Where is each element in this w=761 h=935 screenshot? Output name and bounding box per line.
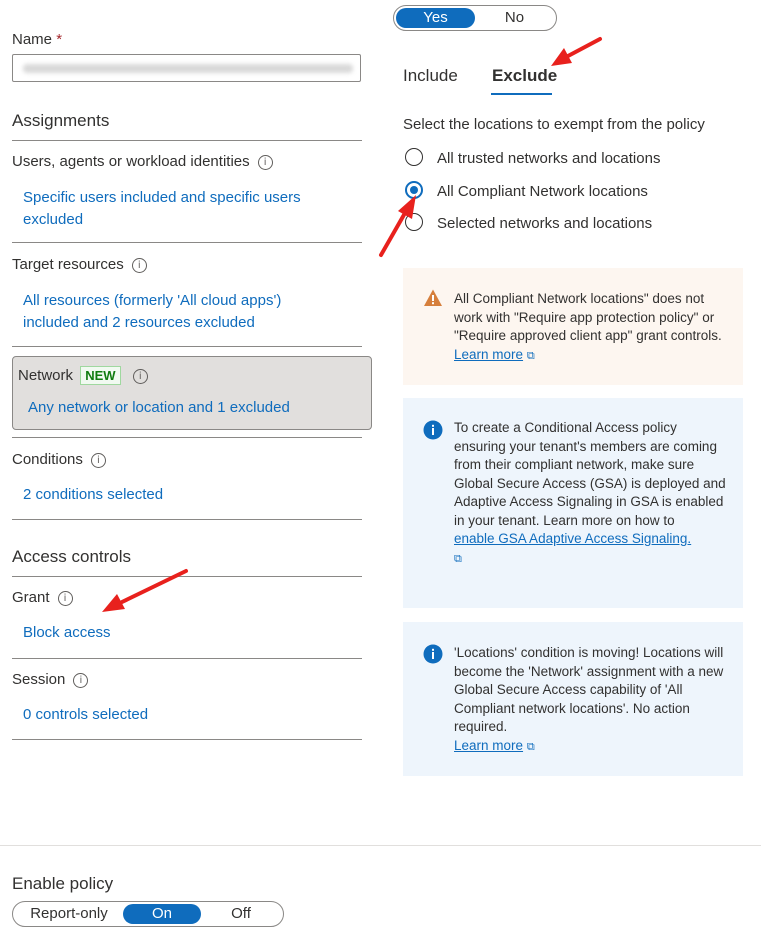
option-label-trusted[interactable]: All trusted networks and locations	[437, 150, 661, 167]
toggle-yes[interactable]: Yes	[396, 8, 475, 28]
external-link-icon: ⧉	[454, 552, 462, 565]
toggle-no[interactable]: No	[504, 9, 525, 26]
warning-text: All Compliant Network locations" does not work with "Require app protection policy" or "Require approved client app" grant controls.	[454, 291, 722, 343]
enable-policy-label: Enable policy	[12, 874, 114, 893]
external-link-icon: ⧉	[526, 349, 535, 362]
info-icon[interactable]: i	[258, 155, 273, 170]
session-value-link[interactable]: 0 controls selected	[23, 706, 149, 723]
assignments-heading: Assignments	[12, 111, 110, 130]
info-text-gsa: To create a Conditional Access policy ensuring your tenant's members are coming from their compliant network, make sure Global Secure Access (GSA) is deployed and Adaptive Access Signaling in GSA is enabled in your tenant. Learn more on how to	[454, 420, 726, 528]
enable-on[interactable]: On	[123, 904, 201, 924]
info-icon[interactable]: i	[58, 591, 73, 606]
enable-off[interactable]: Off	[231, 905, 251, 922]
external-link-icon: ⧉	[526, 740, 535, 753]
access-controls-heading: Access controls	[12, 547, 132, 566]
option-label-compliant[interactable]: All Compliant Network locations	[437, 183, 648, 200]
enable-report-only[interactable]: Report-only	[30, 905, 108, 922]
new-badge: NEW	[80, 366, 120, 385]
users-label: Users, agents or workload identities i	[12, 153, 273, 170]
grant-label: Grant i	[12, 589, 73, 606]
conditions-label: Conditions i	[12, 451, 106, 468]
info-icon[interactable]: i	[73, 673, 88, 688]
info-icon[interactable]: i	[91, 453, 106, 468]
required-asterisk: *	[56, 31, 63, 48]
conditions-value-link[interactable]: 2 conditions selected	[23, 486, 164, 503]
enable-gsa-link[interactable]: enable GSA Adaptive Access Signaling.	[454, 531, 692, 546]
name-label: Name *	[12, 31, 63, 48]
option-label-selected[interactable]: Selected networks and locations	[437, 215, 653, 232]
network-value-link[interactable]: Any network or location and 1 excluded	[28, 399, 290, 416]
target-resources-label: Target resources i	[12, 256, 147, 273]
arrow-to-exclude-tab	[551, 39, 600, 66]
network-label: Network	[18, 367, 74, 384]
info-icon[interactable]: i	[133, 369, 148, 384]
locations-learn-more-link[interactable]: Learn more	[454, 737, 524, 753]
arrow-to-compliant-radio	[381, 195, 416, 255]
tab-exclude[interactable]: Exclude	[492, 66, 558, 85]
arrow-to-grant	[102, 571, 186, 612]
session-label: Session i	[12, 671, 88, 688]
users-value-link[interactable]: Specific users included and specific users excluded	[23, 189, 301, 228]
info-text-locations: 'Locations' condition is moving! Locations will become the 'Network' assignment with a new Global Secure Access capability of 'All Compliant network locations'. No action required.	[454, 645, 724, 734]
tab-include[interactable]: Include	[403, 66, 458, 85]
grant-value-link[interactable]: Block access	[23, 624, 111, 641]
target-resources-value-link[interactable]: All resources (formerly 'All cloud apps') included and 2 resources excluded	[23, 292, 282, 331]
exempt-prompt: Select the locations to exempt from the policy	[403, 116, 705, 133]
info-icon[interactable]: i	[132, 258, 147, 273]
warning-learn-more-link[interactable]: Learn more	[454, 346, 524, 362]
